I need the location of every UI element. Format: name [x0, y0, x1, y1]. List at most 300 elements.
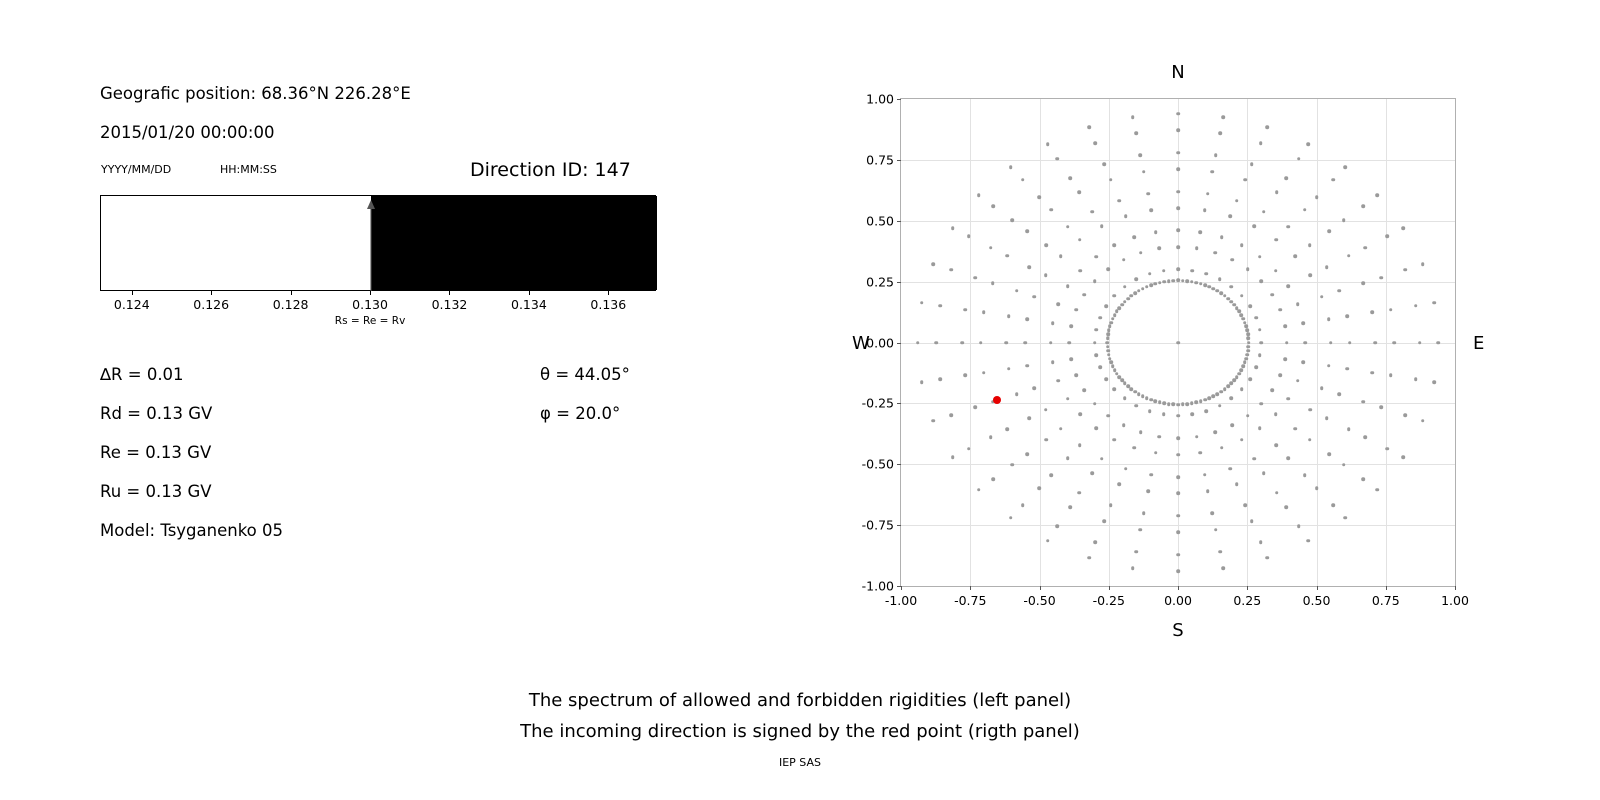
direction-point [1007, 314, 1011, 318]
direction-point [989, 436, 993, 440]
direction-point [1098, 316, 1102, 320]
direction-point [1274, 238, 1278, 242]
y-tick-label: 0.00 [866, 335, 894, 350]
forbidden-rigidity-band [371, 196, 657, 290]
direction-point [1126, 385, 1130, 389]
y-tick-mark [897, 464, 901, 465]
direction-point [1246, 414, 1250, 418]
direction-point [1098, 366, 1102, 370]
direction-point [1134, 550, 1138, 554]
direction-point [1329, 341, 1333, 345]
direction-point [1176, 268, 1180, 272]
direction-point [951, 226, 955, 230]
direction-point [1120, 303, 1124, 307]
y-tick-mark [897, 99, 901, 100]
direction-point [1199, 400, 1203, 404]
direction-point [1363, 436, 1367, 440]
direction-point [1347, 254, 1351, 258]
direction-point [1325, 265, 1329, 269]
direction-point [1240, 244, 1244, 248]
direction-point [1162, 280, 1166, 284]
x-tick-mark [1386, 586, 1387, 590]
parameter-list-left [100, 355, 400, 550]
parameter-list-right [540, 355, 800, 433]
direction-point [1153, 400, 1157, 404]
x-tick-mark [1178, 586, 1179, 590]
compass-north-label: N [1171, 62, 1185, 83]
direction-point [1309, 408, 1313, 412]
direction-point [1162, 269, 1166, 273]
direction-point [1059, 254, 1063, 258]
spectrum-x-tick [132, 291, 133, 295]
caption-line-2: The incoming direction is signed by the red point (rigth panel) [520, 721, 1080, 742]
direction-point [1230, 423, 1234, 427]
y-tick-mark [897, 403, 901, 404]
direction-point [916, 341, 920, 345]
direction-point [1228, 214, 1232, 218]
direction-point [932, 262, 936, 266]
direction-point [1176, 475, 1180, 479]
x-tick-label: 0.00 [1164, 593, 1192, 608]
direction-point [1265, 556, 1269, 560]
direction-point [1361, 477, 1365, 481]
direction-point [1106, 337, 1110, 341]
direction-point [1045, 244, 1049, 248]
spectrum-x-tick-label: 0.132 [431, 297, 468, 312]
direction-point [1185, 402, 1189, 406]
direction-point [1051, 321, 1055, 325]
direction-point [1212, 394, 1216, 398]
direction-point [1342, 463, 1346, 467]
direction-point [963, 374, 967, 378]
direction-point [1344, 516, 1348, 520]
direction-point [1066, 225, 1070, 229]
direction-point [1078, 491, 1082, 495]
direction-point [1104, 304, 1108, 308]
direction-point [1158, 281, 1162, 285]
spectrum-x-tick-label: 0.130 [352, 297, 388, 312]
direction-point [1218, 404, 1222, 408]
direction-point [1106, 345, 1110, 349]
direction-point [1220, 446, 1224, 450]
direction-point [1287, 456, 1291, 460]
direction-point [1087, 556, 1091, 560]
direction-point [1283, 357, 1287, 361]
grid-line-horizontal [901, 160, 1455, 161]
x-tick-label: -0.25 [1092, 593, 1125, 608]
direction-point [1113, 313, 1117, 317]
direction-point [1270, 293, 1274, 297]
direction-point [1133, 235, 1137, 239]
rigidity-spectrum-plot [100, 195, 656, 291]
direction-point [1213, 430, 1217, 434]
direction-point [1402, 455, 1406, 459]
direction-point [1246, 268, 1250, 272]
direction-point [1190, 402, 1194, 406]
direction-point [1015, 289, 1019, 293]
x-tick-mark [901, 586, 902, 590]
spectrum-x-tick [291, 291, 292, 295]
direction-point [1259, 279, 1263, 283]
date-format-label: YYYY/MM/DD [101, 163, 172, 176]
direction-point [1162, 402, 1166, 406]
direction-point [1258, 328, 1262, 332]
direction-point [1230, 285, 1234, 289]
direction-point [1228, 467, 1232, 471]
direction-point [951, 455, 955, 459]
direction-point [1253, 224, 1257, 228]
x-tick-mark [1247, 586, 1248, 590]
spectrum-x-tick-label: 0.128 [272, 297, 309, 312]
direction-point [1221, 115, 1225, 119]
direction-point [1285, 341, 1289, 345]
direction-point [1190, 280, 1194, 284]
direction-point [1176, 436, 1180, 440]
direction-point [1176, 492, 1180, 496]
direction-point [1210, 170, 1214, 174]
direction-point [1078, 444, 1082, 448]
direction-point [1402, 226, 1406, 230]
direction-point [1176, 167, 1180, 171]
direction-point [1044, 273, 1048, 277]
direction-point [1139, 251, 1143, 255]
spectrum-x-tick [608, 291, 609, 295]
footer-label: IEP SAS [778, 756, 822, 769]
y-tick-mark [897, 160, 901, 161]
direction-point [1414, 378, 1418, 382]
x-tick-label: 0.75 [1371, 593, 1400, 608]
direction-point [1113, 388, 1117, 392]
direction-point [1259, 341, 1263, 345]
direction-point [1195, 247, 1199, 251]
direction-point [1027, 416, 1031, 420]
direction-point [1287, 285, 1291, 289]
direction-point [1124, 467, 1128, 471]
spectrum-x-tick [370, 291, 371, 295]
direction-point [1303, 474, 1307, 478]
direction-point [991, 281, 995, 285]
direction-point [1133, 446, 1137, 450]
direction-point [1304, 341, 1308, 345]
direction-point [1210, 511, 1214, 515]
direction-point [1176, 151, 1180, 155]
direction-point [1137, 392, 1141, 396]
direction-point [1104, 377, 1108, 381]
direction-point [1087, 126, 1091, 130]
direction-point [1203, 398, 1207, 402]
direction-point [1205, 272, 1209, 276]
direction-point [1433, 380, 1437, 384]
direction-point [1247, 341, 1251, 345]
direction-point [1259, 540, 1263, 544]
direction-point [1176, 570, 1180, 574]
direction-point [1262, 471, 1266, 475]
grid-line-horizontal [901, 464, 1455, 465]
parameter-item-1: Rd = 0.13 GV [100, 404, 213, 423]
direction-point [973, 406, 977, 410]
direction-point [1218, 277, 1222, 281]
direction-point [1221, 566, 1225, 570]
direction-point [1199, 282, 1203, 286]
direction-point [1240, 388, 1244, 392]
x-tick-label: -1.00 [884, 593, 918, 608]
left-panel [100, 75, 680, 555]
spectrum-x-tick [529, 291, 530, 295]
direction-point [1037, 195, 1041, 199]
direction-point [1090, 210, 1094, 214]
direction-point [1133, 390, 1137, 394]
direction-point [1056, 302, 1060, 306]
direction-point [1056, 379, 1060, 383]
direction-point [1327, 452, 1331, 456]
direction-point [1207, 396, 1211, 400]
direction-point [1287, 225, 1291, 229]
spectrum-x-tick-label: 0.126 [193, 297, 230, 312]
direction-point [1275, 191, 1279, 195]
direction-point [920, 380, 924, 384]
direction-point [1123, 382, 1127, 386]
direction-point [1308, 244, 1312, 248]
direction-point [1296, 379, 1300, 383]
direction-point [1376, 194, 1380, 198]
direction-point [967, 447, 971, 451]
direction-point [1066, 456, 1070, 460]
direction-point [1142, 170, 1146, 174]
direction-point [1327, 229, 1331, 233]
direction-point [1176, 341, 1180, 345]
direction-point [1191, 269, 1195, 273]
direction-point [1046, 539, 1050, 543]
direction-point [1167, 279, 1171, 283]
direction-point [1111, 317, 1115, 321]
direction-point [1283, 324, 1287, 328]
direction-point [1220, 235, 1224, 239]
direction-point [1135, 277, 1139, 281]
direction-point [1158, 401, 1162, 405]
direction-point [1154, 451, 1158, 455]
direction-point [1123, 285, 1127, 289]
direction-point [1078, 238, 1082, 242]
parameter-item-0: ∆R = 0.01 [100, 365, 184, 384]
direction-point [1306, 142, 1310, 146]
direction-point [1214, 528, 1218, 532]
direction-map-plot [861, 91, 1469, 608]
direction-point [1120, 379, 1124, 383]
direction-point [1079, 269, 1083, 273]
direction-point [1005, 427, 1009, 431]
direction-point [1302, 360, 1306, 364]
direction-point [1131, 566, 1135, 570]
x-tick-label: -0.50 [1023, 593, 1056, 608]
direction-point [1037, 486, 1041, 490]
direction-point [1090, 471, 1094, 475]
direction-point [1437, 341, 1441, 345]
direction-point [1167, 402, 1171, 406]
direction-point [960, 341, 964, 345]
direction-point [1025, 452, 1029, 456]
direction-point [1421, 262, 1425, 266]
direction-point [1131, 115, 1135, 119]
direction-point [1107, 353, 1111, 357]
direction-point [1265, 126, 1269, 130]
direction-point [1157, 435, 1161, 439]
direction-point [1074, 373, 1078, 377]
direction-point [1113, 294, 1117, 298]
direction-point [1331, 503, 1335, 507]
direction-point [935, 341, 939, 345]
direction-point [1015, 392, 1019, 396]
direction-point [1206, 192, 1210, 196]
direction-point [1094, 540, 1098, 544]
direction-point [1068, 341, 1072, 345]
direction-point [1278, 308, 1282, 312]
spectrum-x-tick [449, 291, 450, 295]
direction-point [1078, 191, 1082, 195]
direction-point [1157, 247, 1161, 251]
direction-point [1379, 276, 1383, 280]
direction-point [1244, 504, 1248, 508]
direction-point [1176, 112, 1180, 116]
direction-point [1094, 141, 1098, 145]
direction-point [1176, 553, 1180, 557]
direction-point [991, 204, 995, 208]
direction-point [1150, 208, 1154, 212]
direction-point [1109, 504, 1113, 508]
direction-point [1176, 229, 1180, 233]
direction-point [1270, 388, 1274, 392]
direction-point [1240, 438, 1244, 442]
direction-point [1176, 279, 1180, 283]
angle-parameter-item-0: θ = 44.05° [540, 365, 630, 384]
direction-point [1108, 357, 1112, 361]
direction-point [1068, 505, 1072, 509]
direction-point [1148, 272, 1152, 276]
geographic-position-label: Geografic position: 68.36°N 226.28°E [100, 84, 411, 103]
x-tick-mark [1109, 586, 1110, 590]
direction-point [1370, 311, 1374, 315]
direction-point [1203, 208, 1207, 212]
direction-point [1248, 304, 1252, 308]
direction-point [1176, 190, 1180, 194]
direction-point [1191, 413, 1195, 417]
direction-point [1109, 178, 1113, 182]
direction-point [1100, 224, 1104, 228]
direction-point [1403, 268, 1407, 272]
direction-point [1303, 208, 1307, 212]
direction-point [1112, 438, 1116, 442]
direction-point [1284, 176, 1288, 180]
parameter-item-2: Re = 0.13 GV [100, 443, 212, 462]
direction-point [1253, 457, 1257, 461]
direction-point [1315, 195, 1319, 199]
direction-point [1011, 463, 1015, 467]
direction-point [1122, 423, 1126, 427]
direction-point [1093, 402, 1097, 406]
datetime-label: 2015/01/20 00:00:00 [100, 123, 275, 142]
direction-point [1149, 398, 1153, 402]
direction-point [1297, 525, 1301, 529]
direction-point [1049, 341, 1053, 345]
direction-point [1309, 273, 1313, 277]
figure-caption [0, 685, 1600, 747]
compass-south-label: S [1172, 620, 1184, 641]
direction-point [1130, 387, 1134, 391]
direction-point [1004, 341, 1008, 345]
direction-point [1027, 265, 1031, 269]
direction-point [1139, 430, 1143, 434]
direction-point [1306, 539, 1310, 543]
direction-point [1254, 366, 1258, 370]
direction-point [1106, 268, 1110, 272]
direction-point [1274, 269, 1278, 273]
direction-point [1293, 427, 1297, 431]
y-tick-mark [897, 525, 901, 526]
direction-point [1223, 387, 1227, 391]
direction-point [1094, 255, 1098, 259]
y-tick-mark [897, 221, 901, 222]
direction-point [1135, 404, 1139, 408]
direction-point [1213, 251, 1217, 255]
direction-point [1206, 489, 1210, 493]
time-format-label: HH:MM:SS [220, 163, 277, 176]
direction-point [1106, 333, 1110, 337]
direction-point [1185, 279, 1189, 283]
direction-point [1045, 438, 1049, 442]
spectrum-x-axis [100, 291, 656, 312]
direction-point [1176, 128, 1180, 132]
direction-point [1327, 317, 1331, 321]
direction-point [938, 378, 942, 382]
direction-point [1106, 341, 1110, 345]
grid-line-horizontal [901, 525, 1455, 526]
direction-point [963, 308, 967, 312]
x-tick-label: 0.50 [1302, 593, 1331, 608]
direction-point [1362, 281, 1366, 285]
direction-point [982, 311, 986, 315]
direction-point [1139, 528, 1143, 532]
direction-point [1094, 328, 1098, 332]
direction-point [1112, 244, 1116, 248]
direction-point [1141, 394, 1145, 398]
direction-point [1172, 403, 1176, 407]
direction-point [1379, 406, 1383, 410]
direction-point [1244, 178, 1248, 182]
direction-point [1069, 324, 1073, 328]
direction-point [1226, 385, 1230, 389]
direction-point [1284, 505, 1288, 509]
direction-point [1134, 132, 1138, 136]
direction-point [1142, 511, 1146, 515]
direction-point [1297, 157, 1301, 161]
direction-point [1021, 503, 1025, 507]
direction-point [949, 413, 953, 417]
direction-point [1176, 453, 1180, 457]
direction-point [1293, 254, 1297, 258]
direction-point [1033, 387, 1037, 391]
direction-point [1049, 208, 1053, 212]
direction-point [1214, 154, 1218, 158]
direction-point [1145, 285, 1149, 289]
direction-point [1247, 337, 1251, 341]
direction-point [1278, 373, 1282, 377]
direction-point [1066, 397, 1070, 401]
direction-point [1055, 157, 1059, 161]
direction-point [1049, 474, 1053, 478]
direction-point [1258, 255, 1262, 259]
direction-point [1102, 519, 1106, 523]
direction-point [1154, 230, 1158, 234]
direction-point [1023, 341, 1027, 345]
